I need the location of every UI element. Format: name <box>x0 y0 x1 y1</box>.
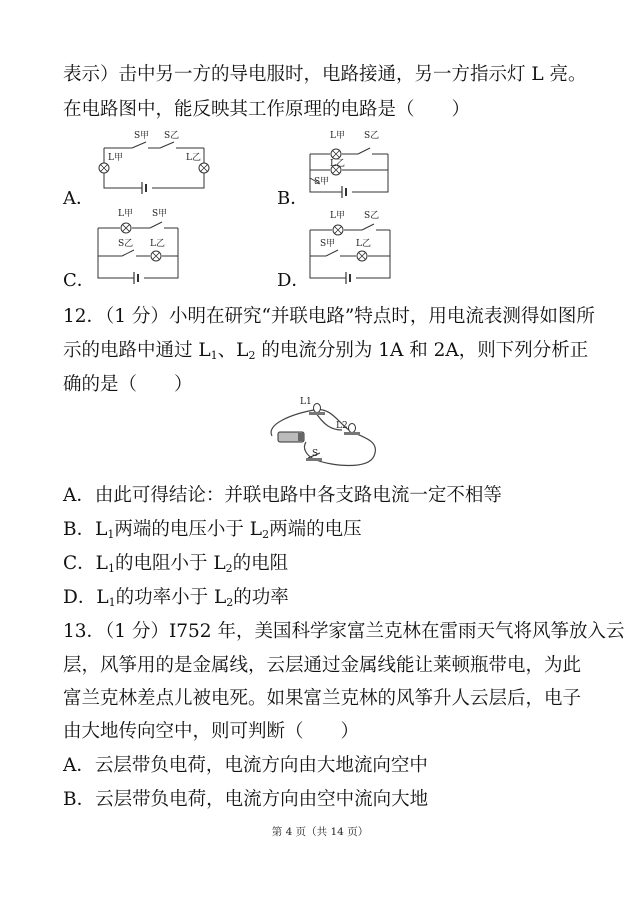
q11-option-d-label: D． <box>277 270 310 291</box>
q12-option-c: C．$L_1$的电阻小于 $L_2$的电阻 <box>63 553 289 575</box>
circuit-c-lamp-jia-label: L甲 <box>118 209 133 219</box>
q13-text-line-1: 13．（1 分）I752 年，美国科学家富兰克林在雷雨天气将风筝放入云 <box>63 621 625 642</box>
q11-text-line-2: 在电路图中，能反映其工作原理的电路是（ ） <box>63 99 471 120</box>
circuit-c-lamp-yi-label: L乙 <box>150 239 165 249</box>
q13-text-line-3: 富兰克林差点儿被电死。如果富兰克林的风筝升人云层后，电子 <box>63 688 582 709</box>
q12-figure-l2-label: L2 <box>336 421 348 431</box>
q12-figure-s-label: S <box>312 449 319 459</box>
q12-text-line-1: 12．（1 分）小明在研究“并联电路”特点时，用电流表测得如图所 <box>63 306 595 327</box>
circuit-d-lamp-yi-label: L乙 <box>356 239 371 249</box>
circuit-c-switch-jia-label: S甲 <box>152 209 168 219</box>
q13-option-a: A．云层带负电荷，电流方向由大地流向空中 <box>63 755 428 776</box>
circuit-b-switch-jia-label: S甲 <box>314 177 330 187</box>
circuit-a-switch-yi-label: S乙 <box>164 131 180 141</box>
circuit-d-lamp-jia-label: L甲 <box>330 211 345 221</box>
q12-option-d: D．$L_1$的功率小于 $L_2$的功率 <box>63 587 289 609</box>
circuit-diagram-d <box>306 208 398 288</box>
q13-text-line-4: 由大地传向空中，则可判断（ ） <box>63 721 360 742</box>
circuit-a-lamp-jia-label: L甲 <box>108 153 123 163</box>
q12-option-b: B．$L_1$两端的电压小于 $L_2$两端的电压 <box>63 519 362 541</box>
q12-figure-l1-label: L1 <box>300 397 312 407</box>
circuit-a-lamp-yi-label: L乙 <box>186 153 201 163</box>
q12-option-a: A．由此可得结论：并联电路中各支路电流一定不相等 <box>63 485 502 506</box>
page-footer: 第 4 页（共 14 页） <box>271 826 369 838</box>
circuit-d-switch-yi-label: S乙 <box>364 211 380 221</box>
circuit-c-switch-yi-label: S乙 <box>118 239 134 249</box>
q11-option-a-label: A． <box>63 188 94 209</box>
q11-option-c-label: C． <box>63 270 95 291</box>
circuit-b-lamp-yi-label: L乙 <box>330 159 345 169</box>
circuit-diagram-c <box>94 208 186 288</box>
circuit-diagram-b <box>306 128 396 204</box>
circuit-a-switch-jia-label: S甲 <box>134 131 150 141</box>
circuit-b-lamp-jia-label: L甲 <box>330 131 345 141</box>
q13-option-b: B．云层带负电荷，电流方向由空中流向大地 <box>63 789 429 810</box>
circuit-d-switch-jia-label: S甲 <box>320 239 336 249</box>
q12-parallel-circuit-figure <box>262 396 386 480</box>
q12-text-line-3: 确的是（ ） <box>63 374 193 395</box>
circuit-diagram-a <box>94 126 214 200</box>
q11-option-b-label: B． <box>277 188 309 209</box>
circuit-b-switch-yi-label: S乙 <box>364 131 380 141</box>
q11-text-line-1: 表示）击中另一方的导电服时，电路接通，另一方指示灯 L 亮。 <box>63 64 587 85</box>
q12-text-line-2: 示的电路中通过 $L_1$、$L_2$ 的电流分别为 1A 和 2A，则下列分析正 <box>63 340 589 362</box>
q13-text-line-2: 层，风筝用的是金属线，云层通过金属线能让莱顿瓶带电，为此 <box>63 655 582 676</box>
